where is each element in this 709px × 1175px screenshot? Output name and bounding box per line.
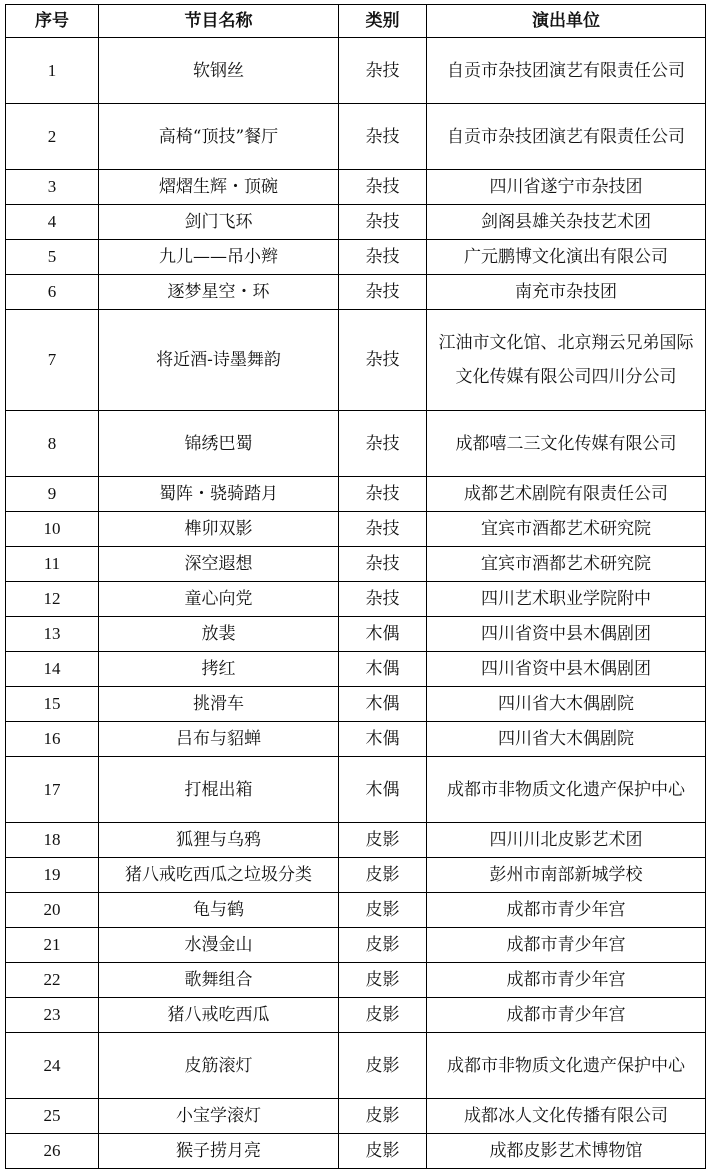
- row-number: 1: [6, 38, 99, 104]
- program-table: [5, 4, 706, 1169]
- table-row: [6, 170, 706, 205]
- program-category: 杂技: [339, 275, 427, 310]
- table-row: [6, 928, 706, 963]
- row-number: 21: [6, 928, 99, 963]
- row-number: 17: [6, 757, 99, 823]
- program-name: 童心向党: [99, 582, 339, 617]
- row-number: 20: [6, 893, 99, 928]
- performing-unit: 自贡市杂技团演艺有限责任公司: [427, 104, 706, 170]
- table-row: [6, 205, 706, 240]
- table-row: [6, 512, 706, 547]
- program-category: 木偶: [339, 687, 427, 722]
- performing-unit: 宜宾市酒都艺术研究院: [427, 547, 706, 582]
- program-name: 逐梦星空・环: [99, 275, 339, 310]
- program-category: 木偶: [339, 652, 427, 687]
- program-category: 杂技: [339, 170, 427, 205]
- program-name: 狐狸与乌鸦: [99, 823, 339, 858]
- program-name: 深空遐想: [99, 547, 339, 582]
- program-category: 皮影: [339, 823, 427, 858]
- row-number: 2: [6, 104, 99, 170]
- program-name: 将近酒-诗墨舞韵: [99, 310, 339, 411]
- row-number: 4: [6, 205, 99, 240]
- performing-unit: 成都市青少年宫: [427, 998, 706, 1033]
- performing-unit: 江油市文化馆、北京翔云兄弟国际文化传媒有限公司四川分公司: [427, 310, 706, 411]
- row-number: 10: [6, 512, 99, 547]
- row-number: 19: [6, 858, 99, 893]
- row-number: 24: [6, 1033, 99, 1099]
- performing-unit: 自贡市杂技团演艺有限责任公司: [427, 38, 706, 104]
- performing-unit: 成都市青少年宫: [427, 963, 706, 998]
- row-number: 25: [6, 1099, 99, 1134]
- program-name: 拷红: [99, 652, 339, 687]
- program-name: 吕布与貂蝉: [99, 722, 339, 757]
- row-number: 23: [6, 998, 99, 1033]
- performing-unit: 南充市杂技团: [427, 275, 706, 310]
- program-name: 蜀阵・骁骑踏月: [99, 477, 339, 512]
- program-category: 木偶: [339, 757, 427, 823]
- header-name: 节目名称: [99, 5, 339, 38]
- performing-unit: 四川省资中县木偶剧团: [427, 652, 706, 687]
- performing-unit: 剑阁县雄关杂技艺术团: [427, 205, 706, 240]
- header-unit: 演出单位: [427, 5, 706, 38]
- table-row: [6, 582, 706, 617]
- performing-unit: 成都市青少年宫: [427, 928, 706, 963]
- row-number: 6: [6, 275, 99, 310]
- table-row: [6, 310, 706, 411]
- program-category: 杂技: [339, 240, 427, 275]
- row-number: 18: [6, 823, 99, 858]
- program-name: 挑滑车: [99, 687, 339, 722]
- table-row: [6, 757, 706, 823]
- table-row: [6, 1134, 706, 1169]
- program-name: 歌舞组合: [99, 963, 339, 998]
- row-number: 11: [6, 547, 99, 582]
- performing-unit: 四川省资中县木偶剧团: [427, 617, 706, 652]
- performing-unit: 四川川北皮影艺术团: [427, 823, 706, 858]
- program-category: 杂技: [339, 477, 427, 512]
- table-row: [6, 963, 706, 998]
- program-name: 熠熠生辉・顶碗: [99, 170, 339, 205]
- performing-unit: 四川省大木偶剧院: [427, 722, 706, 757]
- program-category: 杂技: [339, 547, 427, 582]
- program-category: 皮影: [339, 998, 427, 1033]
- performing-unit: 成都市青少年宫: [427, 893, 706, 928]
- program-name: 猴子捞月亮: [99, 1134, 339, 1169]
- row-number: 16: [6, 722, 99, 757]
- table-row: [6, 687, 706, 722]
- program-category: 皮影: [339, 963, 427, 998]
- performing-unit: 成都市非物质文化遗产保护中心: [427, 1033, 706, 1099]
- performing-unit: 四川省大木偶剧院: [427, 687, 706, 722]
- row-number: 9: [6, 477, 99, 512]
- program-category: 杂技: [339, 582, 427, 617]
- program-category: 皮影: [339, 858, 427, 893]
- header-category: 类别: [339, 5, 427, 38]
- table-row: [6, 617, 706, 652]
- performing-unit: 成都嘻二三文化传媒有限公司: [427, 411, 706, 477]
- program-name: 猪八戒吃西瓜: [99, 998, 339, 1033]
- table-row: [6, 893, 706, 928]
- program-name: 水漫金山: [99, 928, 339, 963]
- table-row: [6, 1033, 706, 1099]
- table-row: [6, 1099, 706, 1134]
- table-row: [6, 998, 706, 1033]
- table-row: [6, 104, 706, 170]
- row-number: 8: [6, 411, 99, 477]
- program-category: 皮影: [339, 1033, 427, 1099]
- row-number: 3: [6, 170, 99, 205]
- row-number: 26: [6, 1134, 99, 1169]
- program-category: 皮影: [339, 1134, 427, 1169]
- program-name: 猪八戒吃西瓜之垃圾分类: [99, 858, 339, 893]
- program-name: 龟与鹤: [99, 893, 339, 928]
- header-row: [6, 5, 706, 38]
- program-category: 杂技: [339, 310, 427, 411]
- program-name: 软钢丝: [99, 38, 339, 104]
- program-category: 木偶: [339, 617, 427, 652]
- program-name: 放裴: [99, 617, 339, 652]
- program-category: 木偶: [339, 722, 427, 757]
- performing-unit: 成都市非物质文化遗产保护中心: [427, 757, 706, 823]
- table-row: [6, 275, 706, 310]
- program-category: 皮影: [339, 893, 427, 928]
- program-category: 皮影: [339, 1099, 427, 1134]
- program-name: 锦绣巴蜀: [99, 411, 339, 477]
- table-body: [6, 38, 706, 1169]
- program-name: 九儿——吊小辫: [99, 240, 339, 275]
- performing-unit: 广元鹏博文化演出有限公司: [427, 240, 706, 275]
- program-category: 杂技: [339, 512, 427, 547]
- performing-unit: 成都艺术剧院有限责任公司: [427, 477, 706, 512]
- row-number: 22: [6, 963, 99, 998]
- program-category: 皮影: [339, 928, 427, 963]
- row-number: 7: [6, 310, 99, 411]
- header-no: 序号: [6, 5, 99, 38]
- row-number: 15: [6, 687, 99, 722]
- row-number: 5: [6, 240, 99, 275]
- program-table-container: [5, 4, 706, 1169]
- table-row: [6, 38, 706, 104]
- row-number: 12: [6, 582, 99, 617]
- program-name: 打棍出箱: [99, 757, 339, 823]
- table-row: [6, 411, 706, 477]
- table-row: [6, 823, 706, 858]
- performing-unit: 成都皮影艺术博物馆: [427, 1134, 706, 1169]
- program-category: 杂技: [339, 411, 427, 477]
- table-row: [6, 858, 706, 893]
- performing-unit: 四川艺术职业学院附中: [427, 582, 706, 617]
- table-row: [6, 477, 706, 512]
- program-name: 皮筋滚灯: [99, 1033, 339, 1099]
- row-number: 13: [6, 617, 99, 652]
- program-name: 小宝学滚灯: [99, 1099, 339, 1134]
- performing-unit: 宜宾市酒都艺术研究院: [427, 512, 706, 547]
- row-number: 14: [6, 652, 99, 687]
- table-row: [6, 240, 706, 275]
- program-category: 杂技: [339, 104, 427, 170]
- program-name: 榫卯双影: [99, 512, 339, 547]
- performing-unit: 四川省遂宁市杂技团: [427, 170, 706, 205]
- table-row: [6, 722, 706, 757]
- program-name: 剑门飞环: [99, 205, 339, 240]
- program-name: 高椅“顶技”餐厅: [99, 104, 339, 170]
- table-row: [6, 547, 706, 582]
- table-row: [6, 652, 706, 687]
- program-category: 杂技: [339, 38, 427, 104]
- performing-unit: 彭州市南部新城学校: [427, 858, 706, 893]
- program-category: 杂技: [339, 205, 427, 240]
- performing-unit: 成都冰人文化传播有限公司: [427, 1099, 706, 1134]
